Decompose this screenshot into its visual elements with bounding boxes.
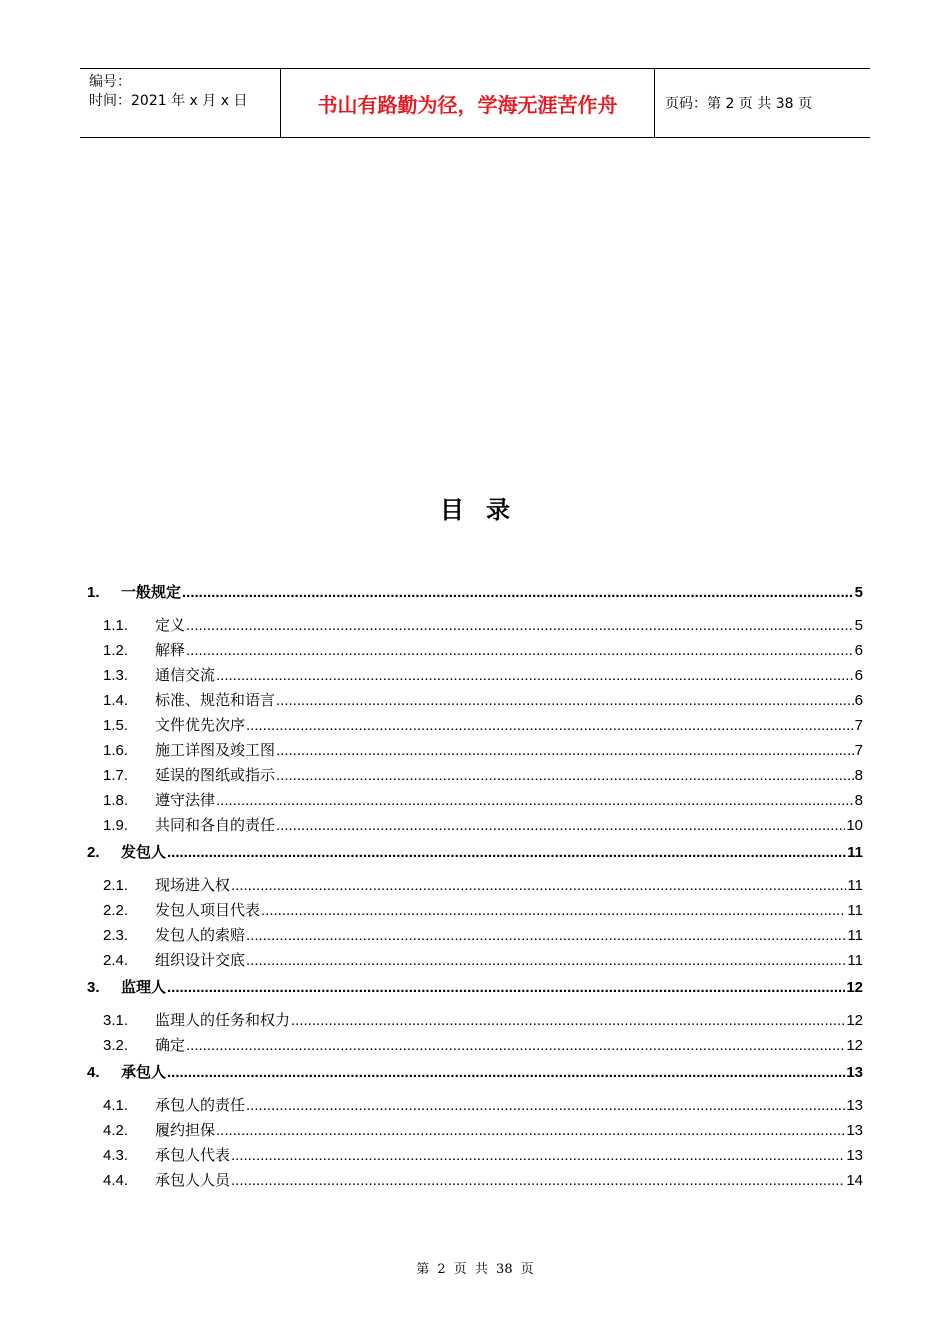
toc-entry-leader xyxy=(276,688,854,713)
toc-entry-page: 8 xyxy=(854,767,863,784)
toc-entry-page: 14 xyxy=(846,1172,863,1189)
toc-entry-page: 10 xyxy=(846,817,863,834)
toc-entry-leader xyxy=(186,1033,845,1058)
toc-entry-page: 6 xyxy=(854,642,863,659)
toc-entry-title: 共同和各自的责任 xyxy=(155,816,276,834)
toc-entry-title: 承包人的责任 xyxy=(155,1096,246,1114)
document-date: 时间：2021 年 x 月 x 日 xyxy=(89,93,248,109)
page-header xyxy=(80,68,870,138)
toc-entry-number: 4. xyxy=(87,1064,100,1081)
toc-entry-number: 1.5. xyxy=(103,717,129,734)
toc-entry-number: 4.2. xyxy=(103,1122,129,1139)
toc-entry-title: 发包人 xyxy=(121,843,167,861)
toc-entry-leader xyxy=(246,923,846,948)
toc-entry-leader xyxy=(216,1118,845,1143)
toc-entry-leader xyxy=(216,788,854,813)
toc-entry-leader xyxy=(167,1060,845,1086)
toc-entry-page: 5 xyxy=(854,617,863,634)
toc-entry-title: 监理人 xyxy=(121,978,167,996)
toc-entry-number: 2.1. xyxy=(103,877,129,894)
toc-entry-page: 7 xyxy=(854,742,863,759)
toc-entry-leader xyxy=(276,738,854,763)
toc-entry-title: 施工详图及竣工图 xyxy=(155,741,276,759)
toc-entry-leader xyxy=(186,638,854,663)
toc-entry-leader xyxy=(246,948,846,973)
toc-entry-number: 2.4. xyxy=(103,952,129,969)
toc-entry-title: 承包人 xyxy=(121,1063,167,1081)
toc-section-entry[interactable] xyxy=(87,1143,863,1168)
toc-entry-number: 1.8. xyxy=(103,792,129,809)
document-number-label: 编号： xyxy=(89,74,131,90)
toc-section-entry[interactable] xyxy=(87,923,863,948)
toc-entry-page: 6 xyxy=(854,692,863,709)
toc-entry-leader xyxy=(167,840,846,866)
toc-entry-page: 12 xyxy=(846,979,863,996)
toc-entry-leader xyxy=(246,713,854,738)
toc-section-entry[interactable] xyxy=(87,948,863,973)
toc-entry-number: 3.1. xyxy=(103,1012,129,1029)
toc-entry-title: 遵守法律 xyxy=(155,791,216,809)
toc-entry-leader xyxy=(167,975,845,1001)
toc-entry-number: 4.3. xyxy=(103,1147,129,1164)
toc-entry-title: 解释 xyxy=(155,641,186,659)
toc-entry-title: 一般规定 xyxy=(121,583,182,601)
toc-chapter-entry[interactable] xyxy=(87,1059,863,1093)
toc-section-entry[interactable] xyxy=(87,638,863,663)
toc-entry-number: 3. xyxy=(87,979,100,996)
toc-entry-leader xyxy=(291,1008,845,1033)
toc-entry-title: 发包人项目代表 xyxy=(155,901,261,919)
toc-section-entry[interactable] xyxy=(87,788,863,813)
toc-entry-page: 11 xyxy=(847,927,863,944)
toc-entry-page: 13 xyxy=(846,1097,863,1114)
toc-entry-number: 1.9. xyxy=(103,817,129,834)
toc-section-entry[interactable] xyxy=(87,663,863,688)
toc-entry-title: 组织设计交底 xyxy=(155,951,246,969)
toc-entry-title: 定义 xyxy=(155,616,186,634)
header-page-info: 页码：第 2 页 共 38 页 xyxy=(665,96,812,112)
toc-entry-number: 1.2. xyxy=(103,642,129,659)
toc-entry-leader xyxy=(186,613,854,638)
toc-entry-leader xyxy=(231,1168,845,1193)
toc-entry-number: 1. xyxy=(87,584,100,601)
toc-entry-page: 13 xyxy=(846,1064,863,1081)
toc-entry-title: 现场进入权 xyxy=(155,876,231,894)
toc-entry-page: 5 xyxy=(854,584,863,601)
toc-entry-leader xyxy=(182,580,854,606)
toc-entry-title: 通信交流 xyxy=(155,666,216,684)
toc-title: 目录 xyxy=(440,496,532,524)
toc-section-entry[interactable] xyxy=(87,1118,863,1143)
toc-entry-title: 确定 xyxy=(155,1036,186,1054)
toc-entry-page: 6 xyxy=(854,667,863,684)
toc-entry-page: 8 xyxy=(854,792,863,809)
toc-entry-number: 1.4. xyxy=(103,692,129,709)
toc-chapter-entry[interactable] xyxy=(87,839,863,873)
toc-entry-title: 文件优先次序 xyxy=(155,716,246,734)
toc-entry-page: 13 xyxy=(846,1122,863,1139)
toc-entry-page: 12 xyxy=(846,1012,863,1029)
toc-entry-leader xyxy=(231,1143,845,1168)
toc-section-entry[interactable] xyxy=(87,1168,863,1193)
toc-entry-number: 4.1. xyxy=(103,1097,129,1114)
toc-entry-title: 承包人人员 xyxy=(155,1171,231,1189)
toc-entry-title: 发包人的索赔 xyxy=(155,926,246,944)
toc-entry-number: 1.1. xyxy=(103,617,129,634)
toc-chapter-entry[interactable] xyxy=(87,579,863,613)
toc-entry-number: 4.4. xyxy=(103,1172,129,1189)
toc-section-entry[interactable] xyxy=(87,713,863,738)
toc-entry-leader xyxy=(261,898,846,923)
toc-chapter-entry[interactable] xyxy=(87,974,863,1008)
header-motto: 书山有路勤为径，学海无涯苦作舟 xyxy=(281,69,655,137)
toc-section-entry[interactable] xyxy=(87,1093,863,1118)
toc-entry-leader xyxy=(276,813,845,838)
toc-entry-leader xyxy=(216,663,854,688)
toc-section-entry[interactable] xyxy=(87,1008,863,1033)
toc-entry-title: 履约担保 xyxy=(155,1121,216,1139)
toc-section-entry[interactable] xyxy=(87,763,863,788)
toc-entry-title: 标准、规范和语言 xyxy=(155,691,276,709)
toc-section-entry[interactable] xyxy=(87,1033,863,1058)
toc-section-entry[interactable] xyxy=(87,813,863,838)
toc-entry-page: 11 xyxy=(847,952,863,969)
toc-entry-number: 1.3. xyxy=(103,667,129,684)
toc-entry-leader xyxy=(276,763,854,788)
table-of-contents xyxy=(87,578,863,1193)
toc-entry-number: 1.6. xyxy=(103,742,129,759)
toc-entry-number: 1.7. xyxy=(103,767,129,784)
toc-entry-title: 监理人的任务和权力 xyxy=(155,1011,291,1029)
toc-entry-number: 2.2. xyxy=(103,902,129,919)
toc-entry-number: 2.3. xyxy=(103,927,129,944)
toc-entry-title: 延误的图纸或指示 xyxy=(155,766,276,784)
toc-section-entry[interactable] xyxy=(87,738,863,763)
toc-section-entry[interactable] xyxy=(87,613,863,638)
toc-entry-page: 7 xyxy=(854,717,863,734)
toc-entry-title: 承包人代表 xyxy=(155,1146,231,1164)
toc-entry-number: 2. xyxy=(87,844,100,861)
page-footer: 第 2 页 共 38 页 xyxy=(416,1262,534,1277)
toc-section-entry[interactable] xyxy=(87,873,863,898)
toc-entry-number: 3.2. xyxy=(103,1037,129,1054)
toc-entry-page: 12 xyxy=(846,1037,863,1054)
toc-entry-page: 11 xyxy=(847,844,863,861)
toc-section-entry[interactable] xyxy=(87,688,863,713)
toc-entry-page: 13 xyxy=(846,1147,863,1164)
header-meta xyxy=(80,69,281,137)
toc-entry-page: 11 xyxy=(847,902,863,919)
toc-section-entry[interactable] xyxy=(87,898,863,923)
toc-entry-leader xyxy=(246,1093,845,1118)
toc-entry-leader xyxy=(231,873,846,898)
toc-entry-page: 11 xyxy=(847,877,863,894)
